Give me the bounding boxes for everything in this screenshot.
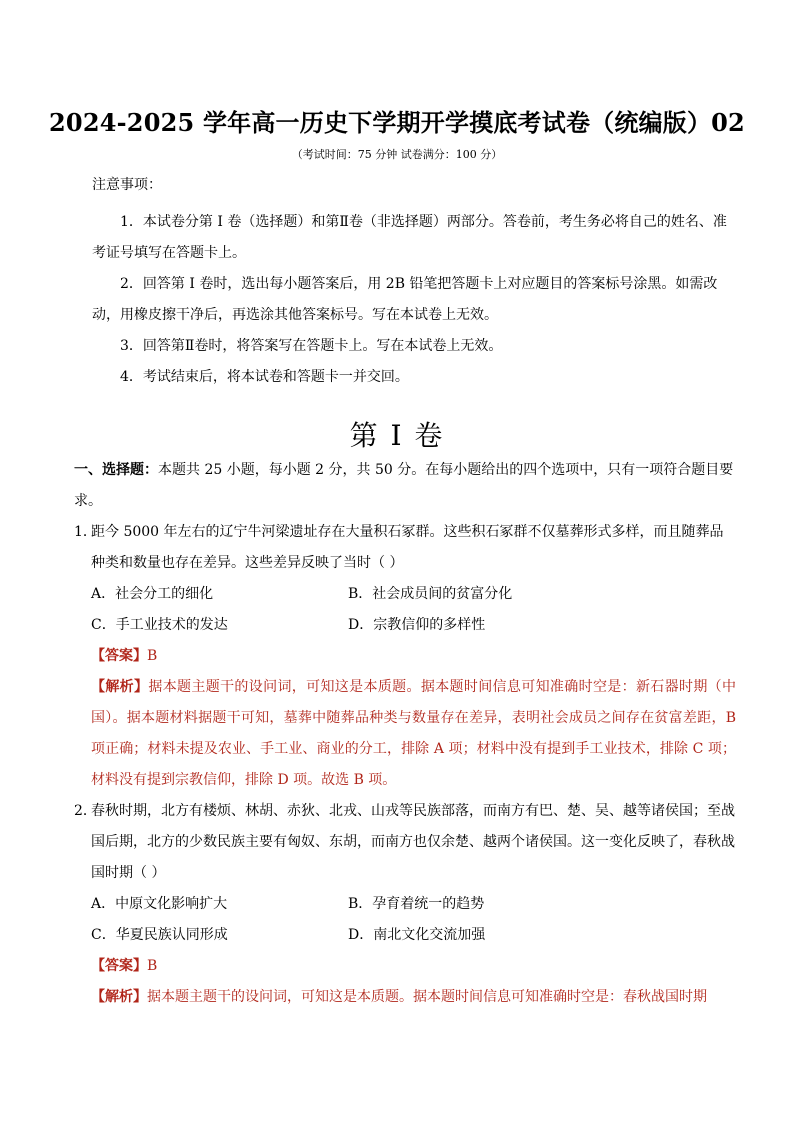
exam-title: 2024-2025 学年高一历史下学期开学摸底考试卷（统编版）02 <box>49 108 745 137</box>
question-number: 1． <box>74 524 97 540</box>
answer-value: B <box>147 958 158 974</box>
notes-item-1: 1．本试卷分第 I 卷（选择题）和第Ⅱ卷（非选择题）两部分。答卷前，考生务必将自己的姓名、准考证号填写在答题卡上。 <box>92 214 727 261</box>
question-text: 距今 5000 年左右的辽宁牛河梁遗址存在大量积石冢群。这些积石冢群不仅墓葬形式多样，而且随葬品种类和数量也存在差异。这些差异反映了当时（ ） <box>91 524 724 571</box>
option-b: B．孕育着统一的趋势 <box>348 896 485 912</box>
explanation-text: 据本题主题干的设问词，可知这是本质题。据本题时间信息可知准确时空是：新石器时期（中国）。据本题材料据题干可知，墓葬中随葬品种类与数量存在差异，表明社会成员之间存在贫富差距，B 项正确；材料未提及农业、手工业、商业的分工，排除 A 项；材料中没有提到手工业技术，排除 C 项；材料没有提到宗教信仰，排除 D 项。故选 B 项。 <box>91 679 737 788</box>
option-a: A．中原文化影响扩大 <box>91 896 228 912</box>
question-number: 2． <box>74 803 97 819</box>
section-instructions <box>74 455 736 517</box>
option-d: D．宗教信仰的多样性 <box>348 617 486 633</box>
question-2 <box>74 796 736 1013</box>
question-options <box>74 579 736 641</box>
explanation-text: 据本题主题干的设问词，可知这是本质题。据本题时间信息可知准确时空是：春秋战国时期 <box>147 989 707 1005</box>
answer-line <box>74 951 736 982</box>
answer-line <box>74 641 736 672</box>
answer-label: 【答案】 <box>91 648 147 664</box>
option-c: C．华夏民族认同形成 <box>91 927 228 943</box>
option-a: A．社会分工的细化 <box>91 586 214 602</box>
explanation-label: 【解析】 <box>91 989 147 1005</box>
notes-item-4: 4．考试结束后，将本试卷和答题卡一并交回。 <box>120 369 409 385</box>
notes-item-2: 2．回答第 I 卷时，选出每小题答案后，用 2B 铅笔把答题卡上对应题目的答案标号涂黑。如需改动，用橡皮擦干净后，再选涂其他答案标号。写在本试卷上无效。 <box>92 276 718 323</box>
questions-area <box>74 455 736 1013</box>
answer-label: 【答案】 <box>91 958 147 974</box>
exam-notes <box>92 176 732 393</box>
answer-value: B <box>147 648 158 664</box>
explanation <box>74 982 736 1013</box>
option-b: B．社会成员间的贫富分化 <box>348 586 513 602</box>
section-title: 第 I 卷 <box>349 419 445 452</box>
option-d: D．南北文化交流加强 <box>348 927 486 943</box>
explanation <box>74 672 736 796</box>
instructions-text: 本题共 25 小题，每小题 2 分，共 50 分。在每小题给出的四个选项中，只有一项符合题目要求。 <box>74 462 734 509</box>
question-stem <box>74 796 736 889</box>
exam-subtitle: （考试时间：75 分钟 试卷满分：100 分） <box>291 148 503 161</box>
question-options <box>74 889 736 951</box>
option-c: C．手工业技术的发达 <box>91 617 228 633</box>
question-stem <box>74 517 736 579</box>
instructions-prefix: 一、选择题： <box>74 462 158 478</box>
notes-item-3: 3．回答第Ⅱ卷时，将答案写在答题卡上。写在本试卷上无效。 <box>120 338 503 354</box>
question-text: 春秋时期，北方有楼烦、林胡、赤狄、北戎、山戎等民族部落，而南方有巴、楚、吴、越等诸侯国；至战国后期，北方的少数民族主要有匈奴、东胡，而南方也仅余楚、越两个诸侯国。这一变化反映了，春秋战国时期（ ） <box>91 803 735 881</box>
question-1 <box>74 517 736 796</box>
explanation-label: 【解析】 <box>91 679 149 695</box>
notes-heading: 注意事项： <box>92 177 162 193</box>
